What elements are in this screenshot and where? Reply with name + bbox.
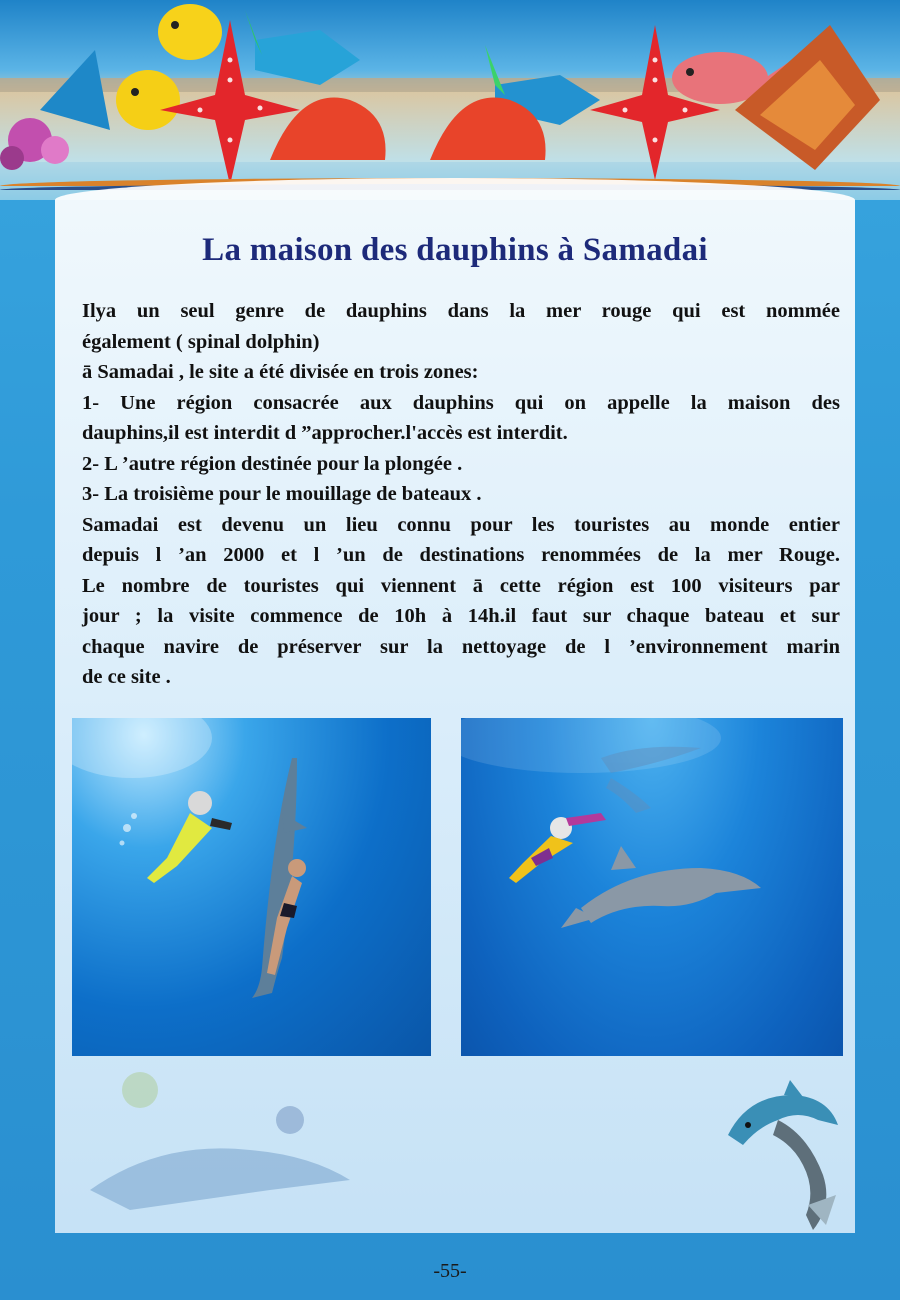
paragraph-line: Ilya un seul genre de dauphins dans la mer rouge qui est nommée [82,300,840,322]
paragraph-line: également ( spinal dolphin) [82,330,320,353]
orange-fish-icon [735,25,880,170]
paragraph-line: Le nombre de touristes qui viennent ā cette région est 100 visiteurs par [82,574,840,597]
faded-divers-illustration [70,1060,370,1220]
paragraph-line: chaque navire de préserver sur la nettoyage de l ’environnement marin [82,635,840,658]
paragraph-line: Samadai est devenu un lieu connu pour les touristes au monde entier [82,513,840,536]
paragraph-line: 3- La troisième pour le mouillage de bateaux . [82,483,482,505]
divers-with-dolphin-photo [72,718,431,1056]
page-number: -55- [433,1260,467,1282]
diver-icon [147,791,232,883]
divers-dolphin-illustration [72,718,431,1056]
paragraph-line: ā Samadai , le site a été divisée en trois zones: [82,361,479,383]
dolphin-icon [561,846,761,928]
dolphin-logo-graphic [718,1065,858,1235]
snorkeler-icon [509,813,606,883]
dolphin-logo-icon [718,1065,858,1235]
paragraph-line: 2- L ’autre région destinée pour la plongée . [82,452,463,475]
paragraph-line: 1- Une région consacrée aux dauphins qui on appelle la maison des [82,391,840,414]
dolphin-icon [252,758,307,998]
paragraph-line: dauphins,il est interdit d ”approcher.l'accès est interdit. [82,422,568,444]
paragraph-line: de ce site . [82,666,171,688]
snorkeler-with-dolphin-photo [461,718,843,1056]
snorkeler-dolphin-illustration [461,718,843,1056]
shell-icon [270,98,546,161]
paragraph-line: jour ; la visite commence de 10h à 14h.il faut sur chaque bateau et sur [82,605,840,627]
page-title: La maison des dauphins à Samadai [202,232,708,268]
article-body [82,296,840,693]
paragraph-line: depuis l ’an 2000 et l ’un de destinations renommées de la mer Rouge. [82,544,840,566]
faded-divers-image [70,1060,370,1220]
